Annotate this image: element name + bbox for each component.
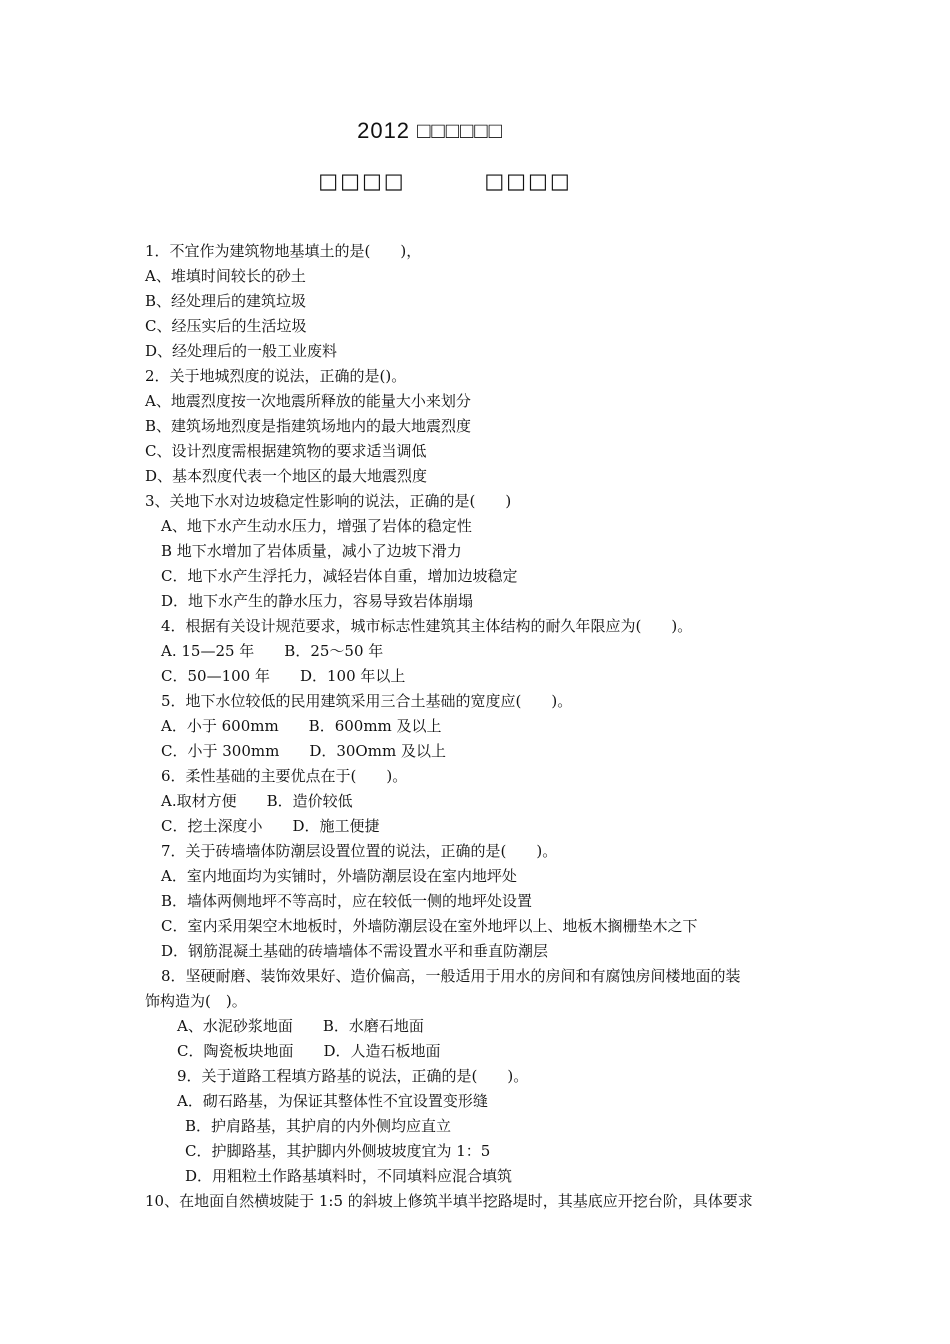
text-line: 1．不宜作为建筑物地基填土的是( )， [145,242,422,260]
text-line: 8．坚硬耐磨、装饰效果好、造价偏高，一般适用于用水的房间和有腐蚀房间楼地面的装 [161,967,741,985]
text-line: A、水泥砂浆地面 B．水磨石地面 [177,1017,424,1035]
text-line: D、经处理后的一般工业废料 [145,342,338,360]
text-line: 10、在地面自然横坡陡于 1:5 的斜坡上修筑半填半挖路堤时，其基底应开挖台阶，具体要求 [145,1192,753,1210]
text-line: A.取材方便 B．造价较低 [161,792,353,810]
document-title: 2012 □□□□□□ [357,118,503,143]
text-line: D．用粗粒土作路基填料时，不同填料应混合填筑 [185,1167,513,1185]
text-line: C．小于 300mm D．30Omm 及以上 [161,742,446,760]
text-line: C、经压实后的生活垃圾 [145,317,307,335]
text-line: A．小于 600mm B．600mm 及以上 [161,717,442,735]
text-line: A．室内地面均为实铺时，外墙防潮层设在室内地坪处 [161,867,517,885]
text-line: B、经处理后的建筑垃圾 [145,292,307,310]
text-line: C．护脚路基，其护脚内外侧坡坡度宜为 1：5 [185,1142,491,1160]
text-line: C．挖土深度小 D．施工便捷 [161,817,380,835]
text-line: 6．柔性基础的主要优点在于( )。 [161,767,408,785]
text-line: 9．关于道路工程填方路基的说法，正确的是( )。 [177,1067,529,1085]
text-line: A、堆填时间较长的砂土 [145,267,306,285]
text-line: 7．关于砖墙墙体防潮层设置位置的说法，正确的是( )。 [161,842,558,860]
text-line: A、地下水产生动水压力，增强了岩体的稳定性 [161,517,472,535]
text-line: A．砌石路基，为保证其整体性不宜设置变形缝 [177,1092,488,1110]
text-line: A. 15—25 年 B．25～50 年 [161,642,384,660]
text-line: C．地下水产生浮托力，减轻岩体自重，增加边坡稳定 [161,567,518,585]
text-line: C、设计烈度需根据建筑物的要求适当调低 [145,442,427,460]
text-line: D、基本烈度代表一个地区的最大地震烈度 [145,467,428,485]
text-line: D．钢筋混凝土基础的砖墙墙体不需设置水平和垂直防潮层 [161,942,549,960]
text-line: D．地下水产生的静水压力，容易导致岩体崩塌 [161,592,474,610]
text-line: B．墙体两侧地坪不等高时，应在较低一侧的地坪处设置 [161,892,533,910]
text-line: 5．地下水位较低的民用建筑采用三合土基础的宽度应( )。 [161,692,573,710]
text-line: B、建筑场地烈度是指建筑场地内的最大地震烈度 [145,417,472,435]
text-line: 4．根据有关设计规范要求，城市标志性建筑其主体结构的耐久年限应为( )。 [161,617,693,635]
subtitle-right: □□□□ [484,169,572,193]
text-line: C．50—100 年 D．100 年以上 [161,667,406,685]
text-line: 2．关于地城烈度的说法，正确的是()。 [145,367,407,385]
text-line: 饰构造为( )。 [145,992,247,1010]
text-line: C．陶瓷板块地面 D．人造石板地面 [177,1042,441,1060]
subtitle-left: □□□□ [318,169,406,193]
text-line: 3、关地下水对边坡稳定性影响的说法，正确的是( ) [145,492,512,510]
text-line: A、地震烈度按一次地震所释放的能量大小来划分 [145,392,471,410]
text-line: B 地下水增加了岩体质量，减小了边坡下滑力 [161,542,462,560]
text-line: C．室内采用架空木地板时，外墙防潮层设在室外地坪以上、地板木搁栅垫木之下 [161,917,698,935]
document-subtitle [0,169,890,193]
text-line: B．护肩路基，其护肩的内外侧均应直立 [185,1117,452,1135]
